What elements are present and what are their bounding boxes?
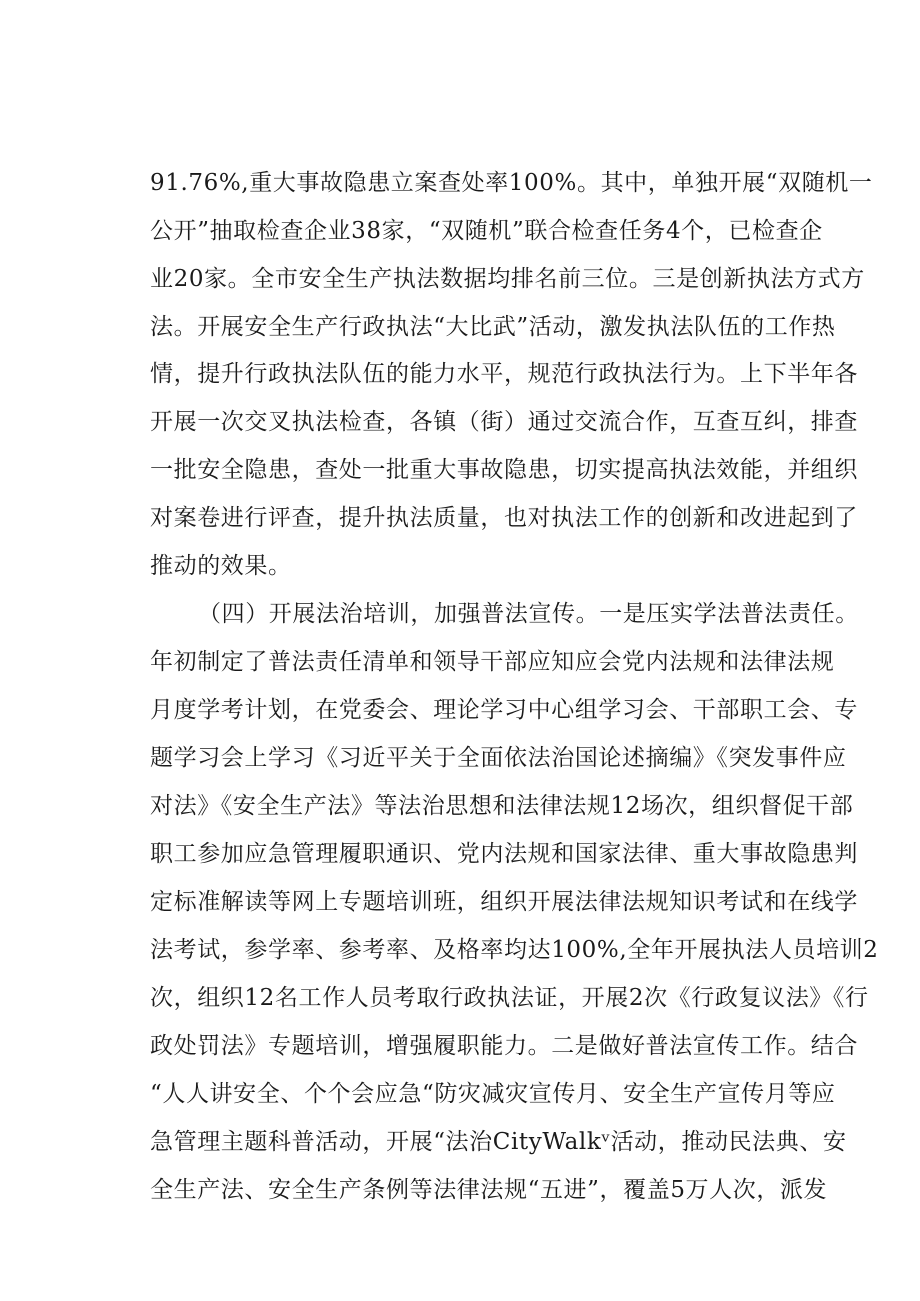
text-line: 全生产法、安全生产条例等法律法规“五进”，覆盖5万人次，派发 xyxy=(150,1177,828,1203)
text-line: 年初制定了普法责任清单和领导干部应知应会党内法规和法律法规 xyxy=(150,649,835,675)
text-line: 职工参加应急管理履职通识、党内法规和国家法律、重大事故隐患判 xyxy=(150,841,858,867)
section-heading-line: （四）开展法治培训，加强普法宣传。一是压实学法普法责任。 xyxy=(198,601,859,627)
text-line: 法。开展安全生产行政执法“大比武”活动，激发执法队伍的工作热 xyxy=(150,314,836,340)
text-line: 一批安全隐患，查处一批重大事故隐患，切实提高执法效能，并组织 xyxy=(150,457,858,483)
text-line: 题学习会上学习《习近平关于全面依法治国论述摘编》《突发事件应 xyxy=(150,745,847,771)
text-line: 定标准解读等网上专题培训班，组织开展法律法规知识考试和在线学 xyxy=(150,889,858,915)
text-line: 公开”抽取检查企业38家，“双随机”联合检查任务4个，已检查企 xyxy=(150,218,823,244)
text-line: “人人讲安全、个个会应急“防灾减灾宣传月、安全生产宣传月等应 xyxy=(150,1081,836,1107)
text-line: 次，组织12名工作人员考取行政执法证，开展2次《行政复议法》《行 xyxy=(150,985,869,1011)
text-line: 法考试，参学率、参考率、及格率均达100%,全年开展执法人员培训2 xyxy=(150,937,879,963)
text-line: 情，提升行政执法队伍的能力水平，规范行政执法行为。上下半年各 xyxy=(150,361,858,387)
text-line: 开展一次交叉执法检查，各镇（街）通过交流合作，互查互纠，排查 xyxy=(150,409,858,435)
text-line: 政处罚法》专题培训，增强履职能力。二是做好普法宣传工作。结合 xyxy=(150,1033,858,1059)
text-line: 月度学考计划，在党委会、理论学习中心组学习会、干部职工会、专 xyxy=(150,697,858,723)
text-line: 对案卷进行评查，提升执法质量，也对执法工作的创新和改进起到了 xyxy=(150,505,858,531)
text-line: 业20家。全市安全生产执法数据均排名前三位。三是创新执法方式方 xyxy=(150,266,865,292)
text-line: 急管理主题科普活动，开展“法治CityWalkᵛ活动，推动民法典、安 xyxy=(150,1129,847,1155)
text-line: 对法》《安全生产法》等法治思想和法律法规12场次，组织督促干部 xyxy=(150,793,854,819)
text-line: 91.76%,重大事故隐患立案查处率100%。其中，单独开展“双随机一 xyxy=(150,170,873,196)
text-line: 推动的效果。 xyxy=(150,553,292,579)
